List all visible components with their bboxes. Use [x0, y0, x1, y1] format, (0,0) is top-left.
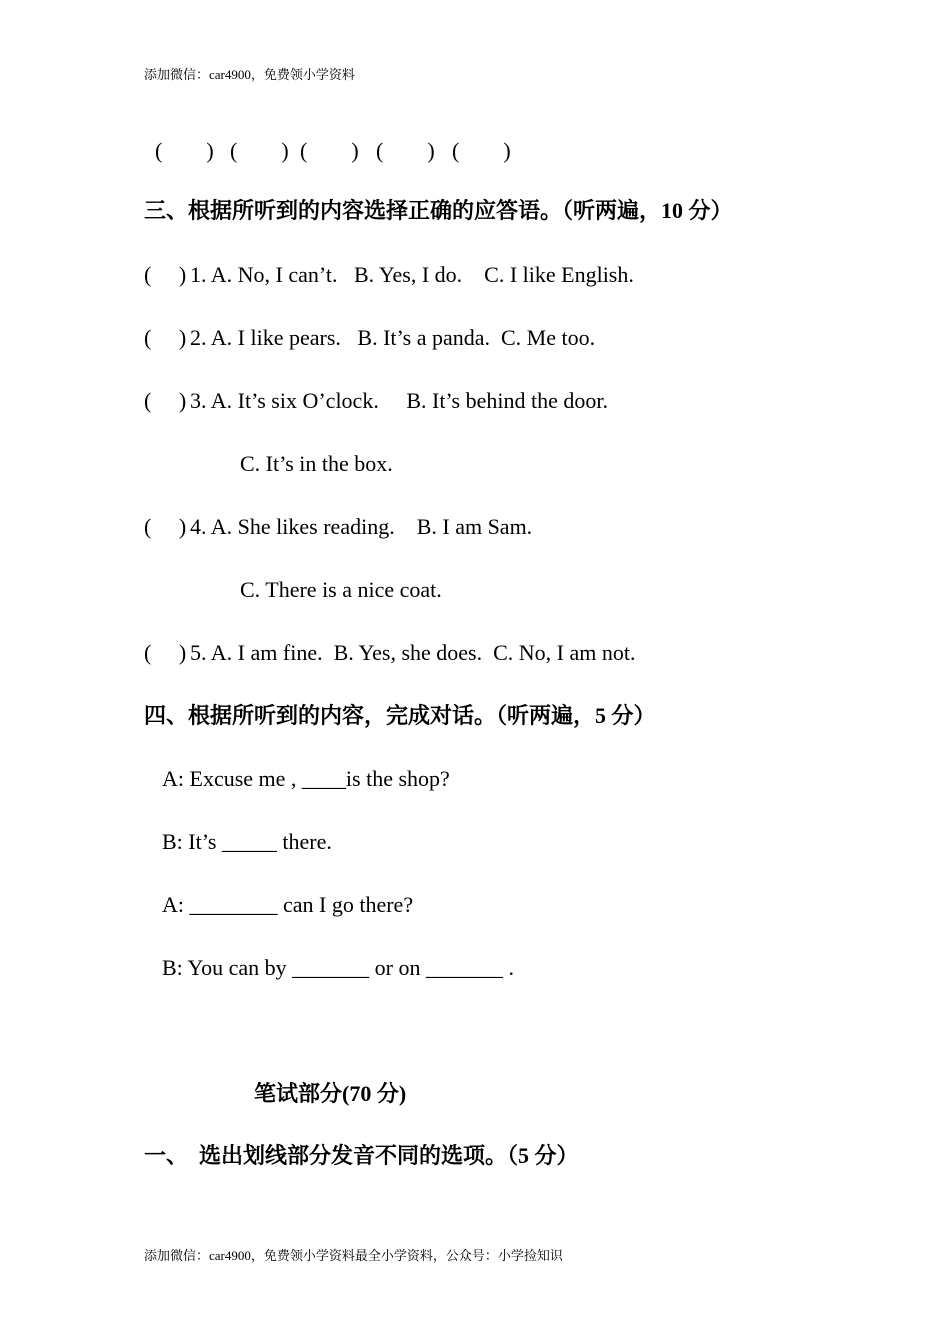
answer-bracket: ( ): [144, 262, 187, 287]
answer-bracket: ( ): [144, 388, 187, 413]
question-text: 5. A. I am fine. B. Yes, she does. C. No, I am not.: [190, 640, 636, 665]
answer-bracket: ( ): [144, 514, 187, 539]
section-4-heading: 四、根据所听到的内容，完成对话。（听两遍，5 分）: [144, 703, 656, 728]
section-3-heading: 三、根据所听到的内容选择正确的应答语。（听两遍，10 分）: [144, 198, 733, 223]
dialogue-line: B: It’s _____ there.: [162, 829, 332, 854]
answer-bracket: ( ): [230, 138, 289, 163]
question-3-option-c: C. It’s in the box.: [240, 451, 393, 476]
answer-bracket: ( ): [300, 138, 359, 163]
question-text: 3. A. It’s six O’clock. B. It’s behind the door.: [190, 388, 608, 413]
dialogue-line: B: You can by _______ or on _______ .: [162, 955, 515, 980]
question-text: 2. A. I like pears. B. It’s a panda. C. Me too.: [190, 325, 596, 350]
question-text: 4. A. She likes reading. B. I am Sam.: [190, 514, 533, 539]
question-text: 1. A. No, I can’t. B. Yes, I do. C. I like English.: [190, 262, 634, 287]
written-part-title: 笔试部分(70 分): [254, 1081, 407, 1106]
dialogue-line: A: Excuse me , ____is the shop?: [162, 766, 450, 791]
footer-note: 添加微信：car4900，免费领小学资料最全小学资料，公众号：小学捡知识: [144, 1248, 563, 1263]
answer-bracket: ( ): [452, 138, 511, 163]
answer-bracket: ( ): [144, 640, 187, 665]
dialogue-line: A: ________ can I go there?: [162, 892, 414, 917]
header-note: 添加微信：car4900，免费领小学资料: [144, 67, 355, 82]
section-1-heading: 一、 选出划线部分发音不同的选项。（5 分）: [144, 1143, 579, 1168]
question-4-option-c: C. There is a nice coat.: [240, 577, 442, 602]
answer-bracket: ( ): [155, 138, 214, 163]
answer-bracket: ( ): [144, 325, 187, 350]
answer-bracket: ( ): [376, 138, 435, 163]
